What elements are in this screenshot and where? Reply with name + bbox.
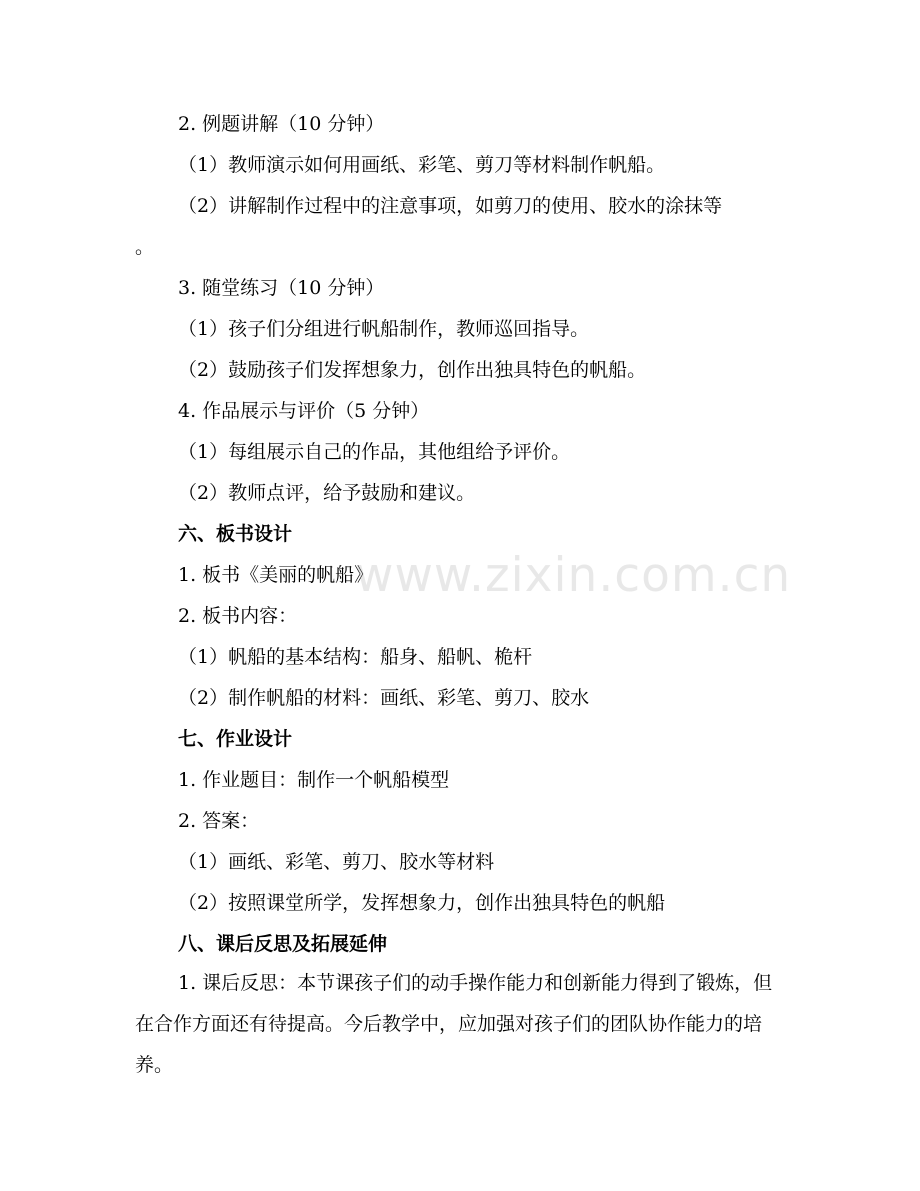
list-item: 2. 板书内容： xyxy=(178,605,298,627)
list-item: （1）帆船的基本结构：船身、船帆、桅杆 xyxy=(178,646,533,668)
list-item: （2）教师点评，给予鼓励和建议。 xyxy=(178,482,476,504)
list-item-continuation: 。 xyxy=(135,236,155,258)
list-item: （1）教师演示如何用画纸、彩笔、剪刀等材料制作帆船。 xyxy=(178,154,666,176)
section-item-showcase: 4. 作品展示与评价（5 分钟） xyxy=(178,400,430,422)
list-item: （1）每组展示自己的作品，其他组给予评价。 xyxy=(178,441,571,463)
list-item: （2）制作帆船的材料：画纸、彩笔、剪刀、胶水 xyxy=(178,687,590,709)
watermark-text: www.zixin.com.cn xyxy=(355,548,792,603)
list-item: （2）讲解制作过程中的注意事项，如剪刀的使用、胶水的涂抹等 xyxy=(178,195,723,217)
list-item: 2. 答案： xyxy=(178,810,260,832)
list-item: 1. 板书《美丽的帆船》 xyxy=(178,564,374,586)
section-heading-homework: 七、作业设计 xyxy=(178,728,293,750)
reflection-paragraph: 1. 课后反思：本节课孩子们的动手操作能力和创新能力得到了锻炼，但在合作方面还有待提高。今后教学中，应加强对孩子们的团队协作能力的培养。 xyxy=(135,972,773,1076)
section-item-example: 2. 例题讲解（10 分钟） xyxy=(178,113,385,135)
section-heading-reflection: 八、课后反思及拓展延伸 xyxy=(178,933,388,955)
list-item: （2）按照课堂所学，发挥想象力，创作出独具特色的帆船 xyxy=(178,892,666,914)
list-item: （1）孩子们分组进行帆船制作，教师巡回指导。 xyxy=(178,318,590,340)
list-item: （2）鼓励孩子们发挥想象力，创作出独具特色的帆船。 xyxy=(178,359,647,381)
list-item: 1. 作业题目：制作一个帆船模型 xyxy=(178,769,450,791)
list-item: （1）画纸、彩笔、剪刀、胶水等材料 xyxy=(178,851,495,873)
section-heading-board-design: 六、板书设计 xyxy=(178,523,293,545)
section-item-practice: 3. 随堂练习（10 分钟） xyxy=(178,277,385,299)
